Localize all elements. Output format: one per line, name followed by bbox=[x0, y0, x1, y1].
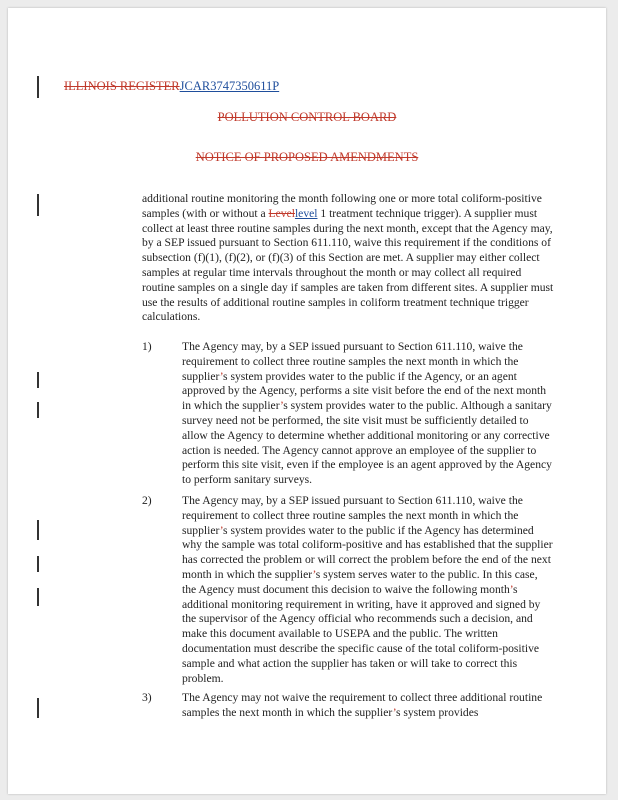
item-number: 2) bbox=[142, 494, 152, 507]
item-number: 1) bbox=[142, 340, 152, 353]
item-number: 3) bbox=[142, 691, 152, 704]
inserted-word: level bbox=[294, 206, 318, 220]
apostrophe-edit: ’ bbox=[280, 399, 284, 413]
notice-title: NOTICE OF PROPOSED AMENDMENTS bbox=[195, 150, 419, 164]
change-bar bbox=[37, 372, 39, 388]
apostrophe-edit: ’ bbox=[392, 705, 396, 719]
change-bar bbox=[37, 698, 39, 718]
item-paragraph: The Agency may not waive the requirement to collect three additional routine samples the next month in which the supplier’s system provides bbox=[182, 691, 543, 719]
apostrophe-edit: ’ bbox=[219, 369, 224, 383]
change-bar bbox=[37, 402, 39, 418]
intro-paragraph: additional routine monitoring the month following one or more total coliform-positive samples (with or without a Levellevel 1 treatment technique trigger). A supplier must collect at least three routine samples during the next month, except that the Agency may, by a SEP issued pursuant to Section 611.110, waive this requirement if the conditions of subsection (f)(1), (f)(2), or (f)(3) of this Section are met. A supplier may either collect samples at regular time intervals throughout the month or may collect all required routine samples on a single day if samples are taken from different sites. A supplier must use the results of additional routine samples in coliform treatment technique trigger calculations. bbox=[142, 192, 554, 324]
deleted-word: Level bbox=[268, 206, 295, 220]
change-bar bbox=[37, 588, 39, 606]
change-bar bbox=[37, 520, 39, 540]
document-page bbox=[8, 8, 606, 794]
inserted-jcar-code: JCAR3747350611P bbox=[179, 79, 280, 93]
change-bar bbox=[37, 76, 39, 98]
deleted-register-name: ILLINOIS REGISTER bbox=[64, 79, 180, 93]
apostrophe-edit: ’ bbox=[509, 582, 514, 596]
item-paragraph: The Agency may, by a SEP issued pursuant to Section 611.110, waive the requirement to collect three routine samples the next month in which the supplier’s system provides water to the public if the Agency has determined why the sample was total coliform-positive and has established that the supplier has corrected the problem or will correct the problem before the end of the next month in which the supplier’s system serves water to the public. In this case, the Agency must document this decision to waive the following month’s additional monitoring requirement in writing, have it approved and signed by the supervisor of the Agency official who recommends such a decision, and make this document available to USEPA and the public. The written documentation must describe the specific cause of the total coliform-positive sample and what action the supplier has taken or will take to correct this problem. bbox=[182, 494, 553, 685]
change-bar bbox=[37, 556, 39, 572]
apostrophe-edit: ’ bbox=[219, 523, 224, 537]
item-paragraph: The Agency may, by a SEP issued pursuant to Section 611.110, waive the requirement to collect three routine samples the next month in which the supplier’s system provides water to the public if the Agency, or an agent approved by the Agency, performs a site visit before the end of the next month in which the supplier’s system provides water to the public. Although a sanitary survey need not be performed, the site visit must be sufficiently detailed to allow the Agency to determine whether additional monitoring or any corrective action is needed. The Agency cannot approve an employee of the supplier to perform this site visit, even if the employee is an agent approved by the Agency to perform sanitary surveys. bbox=[182, 340, 552, 487]
change-bar bbox=[37, 194, 39, 216]
register-header bbox=[64, 78, 279, 94]
apostrophe-edit: ’ bbox=[312, 567, 316, 581]
board-title: POLLUTION CONTROL BOARD bbox=[217, 110, 397, 124]
